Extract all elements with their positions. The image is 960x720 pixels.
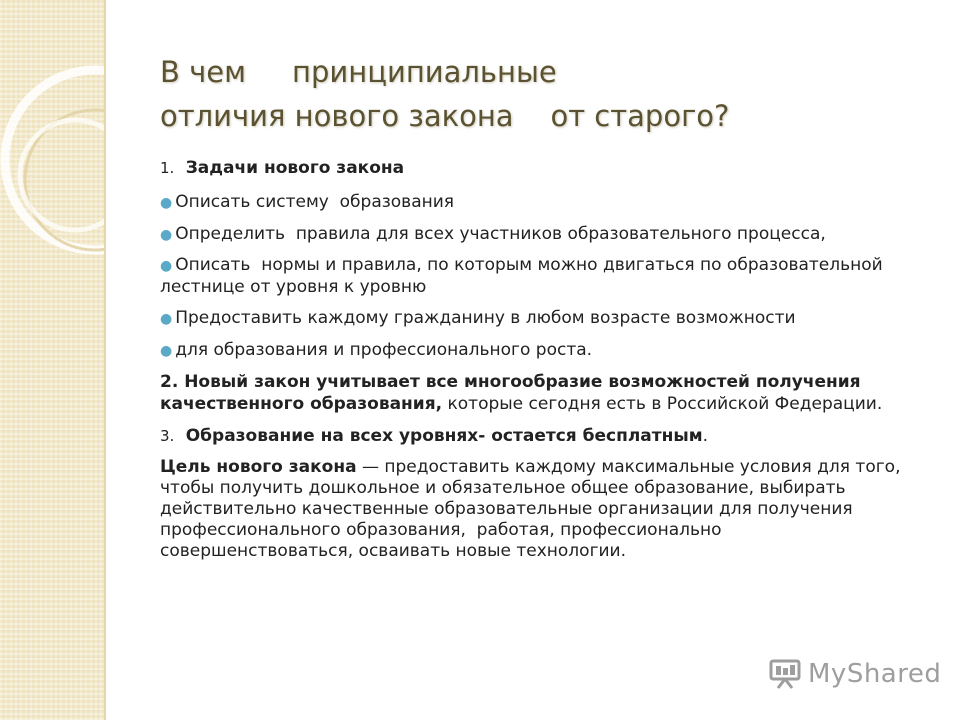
section-3-bold-text: Образование на всех уровнях- остается бесплатным	[185, 426, 703, 446]
title-line-1: В чем принципиальные	[160, 55, 557, 89]
bullet-dot-icon: ●	[160, 227, 173, 243]
bullet-text: Описать нормы и правила, по которым можно двигаться по образовательной лестнице от уровня к уровню	[160, 255, 894, 297]
section-2-bold-text: 2. Новый закон учитывает все многообразие возможностей получения качественного образования,	[160, 372, 861, 414]
goal-text: — предоставить каждому максимальные условия для того, чтобы получить дошкольное и обязательное общее образование, выбирать действительно качественные образовательные организации для получения профессионального образования, работая, профессионально совершенствоваться, осваивать новые технологии.	[160, 457, 906, 561]
bullet-text: Предоставить каждому гражданину в любом возрасте возможности	[175, 308, 796, 328]
goal-paragraph	[160, 457, 930, 562]
bullet-item	[160, 191, 930, 214]
goal-bold-text: Цель нового закона	[160, 457, 357, 477]
section-1-heading	[160, 155, 930, 181]
section-3-paragraph	[160, 425, 930, 447]
bullet-item	[160, 339, 930, 362]
bullet-item	[160, 223, 930, 246]
slide-title	[160, 50, 920, 138]
bullet-dot-icon: ●	[160, 311, 173, 327]
bullet-dot-icon: ●	[160, 343, 173, 359]
side-band-edge	[104, 0, 106, 720]
section-2-text: которые сегодня есть в Российской Федерации.	[442, 394, 883, 414]
bullet-item	[160, 255, 930, 298]
section-1-title: Задачи нового закона	[185, 158, 405, 178]
section-3-end: .	[702, 426, 709, 446]
watermark-text: MyShared	[808, 659, 942, 689]
section-3-number: 3.	[160, 427, 175, 445]
bullet-text: для образования и профессионального роста.	[175, 340, 593, 360]
title-line-2: отличия нового закона от старого?	[160, 99, 730, 133]
decorative-side-band	[0, 0, 104, 720]
decorative-rings	[0, 0, 104, 720]
watermark	[768, 656, 941, 692]
bullet-text: Описать систему образования	[175, 192, 455, 212]
presentation-board-icon	[768, 658, 802, 690]
bullet-dot-icon: ●	[160, 195, 173, 211]
slide-body	[160, 155, 930, 572]
section-2-paragraph	[160, 371, 930, 415]
bullet-text: Определить правила для всех участников образовательного процесса,	[175, 224, 826, 244]
bullet-item	[160, 307, 930, 330]
bullet-dot-icon: ●	[160, 258, 173, 274]
section-1-number: 1.	[160, 159, 175, 177]
